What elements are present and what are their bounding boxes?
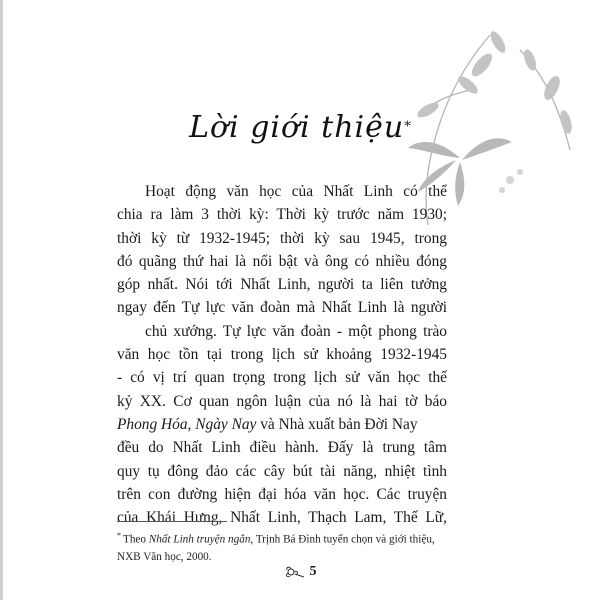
chapter-heading <box>0 110 600 145</box>
title-footnote-marker: * <box>404 119 411 135</box>
footnote-rest: , Trịnh Bá Đình tuyển chọn và giới thiệu, <box>250 533 435 546</box>
footnote-book-title: Nhất Linh truyện ngắn <box>148 533 251 546</box>
italic-newspaper-title: Phong Hóa <box>117 415 188 433</box>
page-spine-edge <box>0 0 3 600</box>
text-line: kỷ XX. Cơ quan ngôn luận của nó là hai tờ báo <box>117 392 447 410</box>
footnote-line-1 <box>117 527 462 549</box>
text-line: Hoạt động văn học của Nhất Linh có thể <box>145 183 447 200</box>
text-line: chia ra làm 3 thời kỳ: Thời kỳ trước năm 1930; <box>117 206 447 224</box>
text-line: trên con đường hiện đại hóa văn học. Các truyện <box>117 485 447 503</box>
line-rest: và Nhà xuất bản Đời Nay <box>256 415 418 433</box>
text-line: góp nhất. Nói tới Nhất Linh, người ta liên tưởng <box>117 276 447 294</box>
text-line: của Khái Hưng, Nhất Linh, Thạch Lam, Thế Lữ, <box>117 509 447 527</box>
text-line: ngay đến Tự lực văn đoàn mà Nhất Linh là người <box>117 299 447 317</box>
chapter-title: Lời giới thiệu <box>189 110 405 145</box>
text-line: chủ xướng. Tự lực văn đoàn - một phong trào <box>145 322 447 340</box>
flower-ornament-icon <box>284 565 306 579</box>
text-line: quy tụ đông đảo các cây bút tài năng, nhiệt tình <box>117 462 447 480</box>
text-line: văn học tồn tại trong lịch sử khoảng 1932-1945 <box>117 346 447 364</box>
page-footer <box>0 564 600 580</box>
body-paragraph <box>117 180 447 529</box>
footnote-marker: * <box>117 531 121 540</box>
text-line: đó quãng thứ hai là nổi bật và ông có nhiều đóng <box>117 252 447 270</box>
footnote-divider <box>117 521 227 522</box>
footnote-line-2: NXB Văn học, 2000. <box>117 550 212 563</box>
text-line: đều do Nhất Linh điều hành. Đấy là trung tâm <box>117 439 447 457</box>
footnote <box>117 527 462 566</box>
footnote-prefix: Theo <box>123 533 149 546</box>
italic-newspaper-title: Ngày Nay <box>195 415 257 433</box>
text-line: thời kỳ từ 1932-1945; thời kỳ sau 1945, trong <box>117 229 447 247</box>
text-line-with-italics <box>117 413 447 436</box>
page-number: 5 <box>309 564 317 579</box>
separator: , <box>187 415 196 433</box>
text-line: - có vị trí quan trọng trong lịch sử văn học thế <box>117 369 447 387</box>
